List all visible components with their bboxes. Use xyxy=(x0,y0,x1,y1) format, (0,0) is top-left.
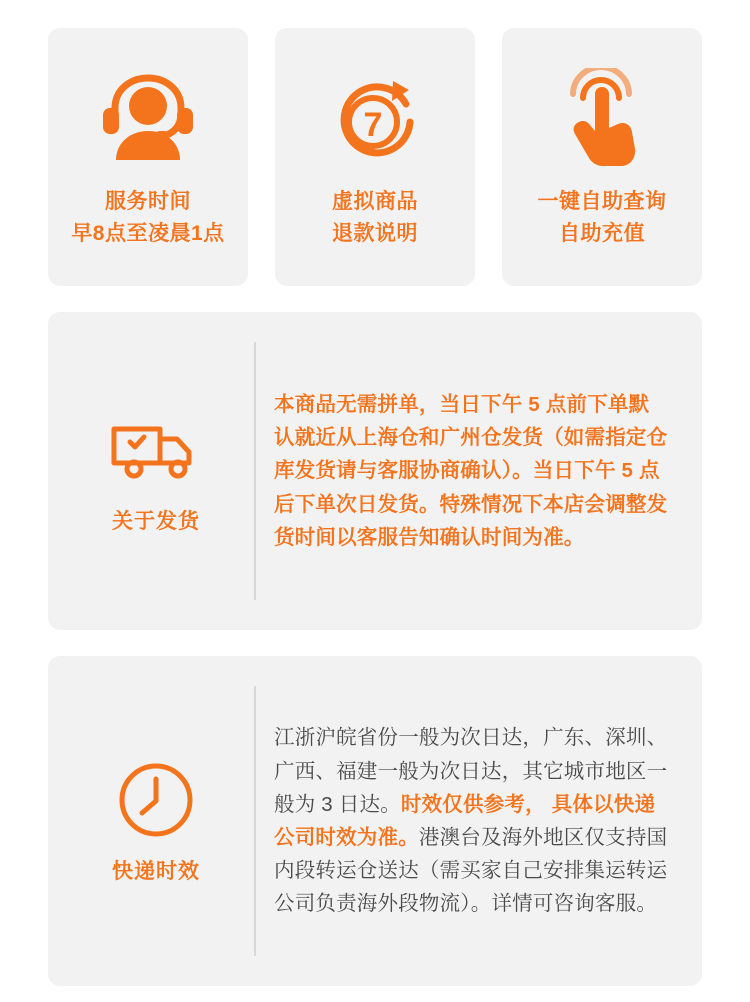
feature-card-line-2: 退款说明 xyxy=(332,221,418,245)
delivery-truck-icon xyxy=(108,407,204,493)
speed-text-highlight: 时效仅供参考， 具体以快递公司时效为准。 xyxy=(274,792,656,849)
seven-day-refund-icon xyxy=(320,64,430,172)
clock-icon xyxy=(111,757,201,843)
headset-agent-icon xyxy=(93,64,203,172)
speed-text-part-2: 港澳台及海外地区仅支持国内段转运仓送达（需买家自己安排集运转运公司负责海外段物流）。详情可咨询客服。 xyxy=(274,826,668,916)
info-card-label-speed: 快递时效 xyxy=(112,860,200,883)
feature-card-row xyxy=(48,28,702,286)
feature-card-line-2: 早8点至凌晨1点 xyxy=(71,221,225,245)
feature-card-label xyxy=(538,186,667,249)
vertical-divider xyxy=(254,342,256,600)
info-card-text-speed xyxy=(274,721,668,920)
vertical-divider xyxy=(254,686,256,956)
feature-card-service-hours[interactable] xyxy=(48,28,248,286)
tap-hand-icon xyxy=(547,64,657,172)
info-card-shipping xyxy=(48,312,702,630)
feature-card-self-service[interactable] xyxy=(502,28,702,286)
info-card-label-shipping: 关于发货 xyxy=(112,510,200,533)
svg-text:7: 7 xyxy=(363,106,383,144)
info-card-left-speed xyxy=(58,757,254,885)
feature-card-line-1: 一键自助查询 xyxy=(537,190,667,213)
feature-card-label xyxy=(332,186,418,249)
feature-card-refund[interactable] xyxy=(275,28,475,286)
feature-card-line-1: 服务时间 xyxy=(104,190,191,213)
feature-card-line-1: 虚拟商品 xyxy=(332,190,418,213)
info-card-text-shipping xyxy=(274,388,668,554)
info-card-delivery-speed xyxy=(48,656,702,986)
speed-text-part-1: 江浙沪皖省份一般为次日达，广东、深圳、广西、福建一般为次日达，其它城市地区一般为 3 日达。 xyxy=(274,726,668,816)
shipping-text-highlight: 本商品无需拼单，当日下午 5 点前下单默认就近从上海仓和广州仓发货（如需指定仓库发货请与客服协商确认）。当日下午 5 点后下单次日发货。特殊情况下本店会调整发货时间以客服告知确认时间为准。 xyxy=(274,392,668,549)
info-card-left-shipping xyxy=(58,407,254,535)
feature-card-label xyxy=(71,186,224,249)
feature-card-line-2: 自助充值 xyxy=(559,221,645,245)
